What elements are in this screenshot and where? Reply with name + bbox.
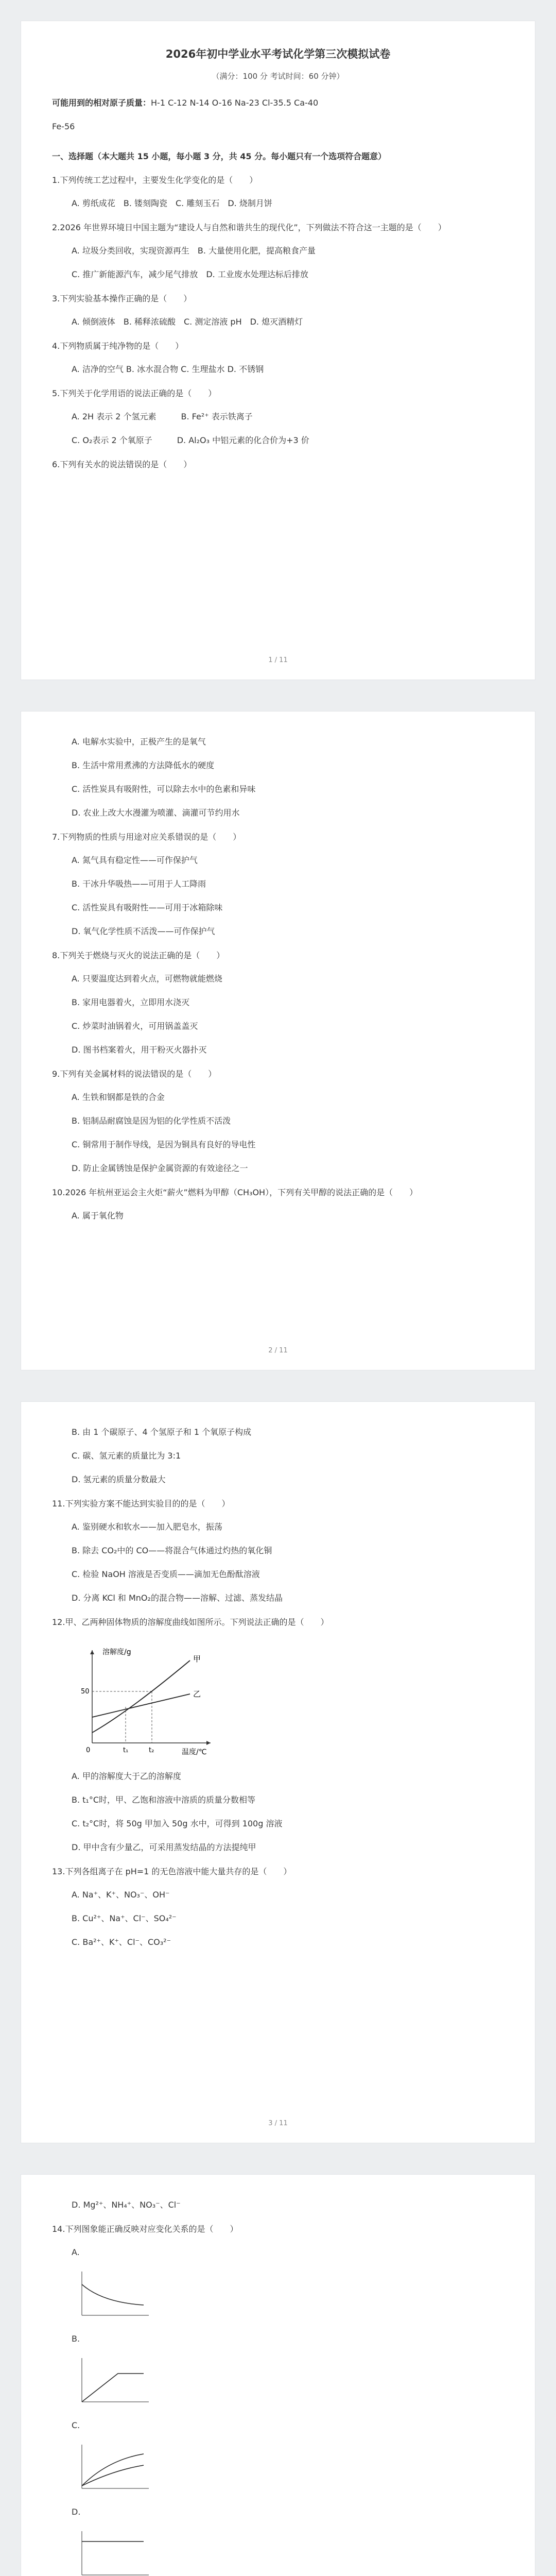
question-6-option-b: B. 生活中常用煮沸的方法降低水的硬度 — [72, 760, 215, 770]
graph-a-svg — [72, 2266, 154, 2323]
question-12-stem: 12.甲、乙两种固体物质的溶解度曲线如图所示。下列说法正确的是（ ） — [52, 1617, 329, 1627]
graph-b — [72, 2353, 504, 2412]
question-12-option-d: D. 甲中含有少量乙，可采用蒸发结晶的方法提纯甲 — [72, 1842, 256, 1852]
graph-b-curve — [82, 2374, 144, 2402]
y-axis-label: 溶解度/g — [102, 1648, 131, 1656]
question-14-stem: 14.下列图象能正确反映对应变化关系的是（ ） — [52, 2224, 238, 2234]
question-9-stem: 9.下列有关金属材料的说法错误的是（ ） — [52, 1069, 217, 1079]
question-10-stem: 10.2026 年杭州亚运会主火炬“薪火”燃料为甲醇（CH₃OH），下列有关甲醇的说法正确的是（ ） — [52, 1188, 418, 1197]
question-5-option-ab: A. 2H 表示 2 个氢元素 B. Fe²⁺ 表示铁离子 — [72, 412, 253, 421]
solubility-curve-figure — [72, 1640, 504, 1760]
question-5-stem: 5.下列关于化学用语的说法正确的是（ ） — [52, 388, 217, 398]
question-14-option-b: B. — [72, 2334, 80, 2344]
graph-c-svg — [72, 2439, 154, 2496]
question-3-stem: 3.下列实验基本操作正确的是（ ） — [52, 294, 192, 303]
question-12-option-a: A. 甲的溶解度大于乙的溶解度 — [72, 1771, 181, 1781]
exam-page-3 — [21, 1401, 535, 2143]
question-7-option-c: C. 活性炭具有吸附性——可用于冰箱除味 — [72, 903, 223, 912]
question-6-option-a: A. 电解水实验中，正极产生的是氧气 — [72, 737, 206, 747]
graph-d-svg — [72, 2526, 154, 2576]
question-9-option-d: D. 防止金属锈蚀是保护金属资源的有效途径之一 — [72, 1163, 248, 1173]
tick-t1: t₁ — [123, 1747, 129, 1754]
question-13-option-d: D. Mg²⁺、NH₄⁺、NO₃⁻、Cl⁻ — [72, 2200, 181, 2210]
question-7-option-a: A. 氮气具有稳定性——可作保护气 — [72, 855, 198, 865]
question-4-stem: 4.下列物质属于纯净物的是（ ） — [52, 341, 184, 351]
x-axis-arrow — [206, 1741, 211, 1745]
question-11-stem: 11.下列实验方案不能达到实验目的的是（ ） — [52, 1499, 230, 1509]
tick-t2: t₂ — [149, 1747, 154, 1754]
section1-title: 一、选择题（本大题共 15 小题，每小题 3 分，共 45 分。每小题只有一个选项符合题意） — [52, 151, 387, 161]
question-12-option-c: C. t₂°C时，将 50g 甲加入 50g 水中，可得到 100g 溶液 — [72, 1819, 283, 1828]
question-8-option-b: B. 家用电器着火，立即用水浇灭 — [72, 997, 190, 1007]
question-7-stem: 7.下列物质的性质与用途对应关系错误的是（ ） — [52, 832, 241, 842]
question-8-stem: 8.下列关于燃烧与灭火的说法正确的是（ ） — [52, 951, 225, 960]
page-number: 2 / 11 — [268, 1347, 288, 1354]
atomic-mass-values-2: Fe-56 — [52, 122, 75, 131]
question-7-option-b: B. 干冰升华吸热——可用于人工降雨 — [72, 879, 206, 889]
question-8-option-c: C. 炒菜时油锅着火，可用锅盖盖灭 — [72, 1021, 198, 1031]
question-6-option-c: C. 活性炭具有吸附性，可以除去水中的色素和异味 — [72, 784, 256, 794]
curve-a-label: 甲 — [193, 1654, 201, 1664]
question-6-stem: 6.下列有关水的说法错误的是（ ） — [52, 460, 192, 469]
question-8-option-a: A. 只要温度达到着火点，可燃物就能燃烧 — [72, 974, 222, 984]
question-2-option-ab: A. 垃圾分类回收，实现资源再生 B. 大量使用化肥，提高粮食产量 — [72, 246, 316, 256]
tick-50: 50 — [81, 1688, 90, 1696]
question-9-option-b: B. 铝制品耐腐蚀是因为铝的化学性质不活泼 — [72, 1116, 231, 1126]
question-12-option-b: B. t₁°C时，甲、乙饱和溶液中溶质的质量分数相等 — [72, 1795, 256, 1805]
question-2-option-cd: C. 推广新能源汽车，减少尾气排放 D. 工业废水处理达标后排放 — [72, 269, 308, 279]
page-number: 1 / 11 — [268, 656, 288, 664]
question-9-option-a: A. 生铁和钢都是铁的合金 — [72, 1092, 165, 1102]
solubility-curve-svg — [72, 1640, 226, 1758]
graph-c-curve-2 — [82, 2465, 144, 2486]
curve-b-label: 乙 — [193, 1689, 201, 1699]
question-10-option-c: C. 碳、氢元素的质量比为 3:1 — [72, 1451, 181, 1461]
question-1-options: A. 剪纸成花 B. 镂刻陶瓷 C. 雕刻玉石 D. 烧制月饼 — [72, 198, 272, 208]
question-14-option-c: C. — [72, 2420, 80, 2430]
atomic-mass-values: H-1 C-12 N-14 O-16 Na-23 Cl-35.5 Ca-40 — [151, 98, 319, 108]
exam-page-1 — [21, 21, 535, 680]
question-13-option-c: C. Ba²⁺、K⁺、Cl⁻、CO₃²⁻ — [72, 1937, 171, 1947]
exam-title: 2026年初中学业水平考试化学第三次模拟试卷 — [165, 48, 391, 60]
graph-c — [72, 2439, 504, 2498]
page-number: 3 / 11 — [268, 2120, 288, 2127]
exam-page-4 — [21, 2174, 535, 2576]
atomic-mass-line — [52, 97, 504, 109]
question-2-stem: 2.2026 年世界环境日中国主题为“建设人与自然和谐共生的现代化”，下列做法不符合这一主题的是（ ） — [52, 223, 446, 232]
y-axis-arrow — [90, 1650, 94, 1654]
question-11-option-d: D. 分离 KCl 和 MnO₂的混合物——溶解、过滤、蒸发结晶 — [72, 1593, 283, 1603]
question-11-option-c: C. 检验 NaOH 溶液是否变质——滴加无色酚酞溶液 — [72, 1569, 260, 1579]
question-7-option-d: D. 氧气化学性质不活泼——可作保护气 — [72, 926, 215, 936]
graph-a-curve — [82, 2284, 144, 2305]
question-3-options: A. 倾倒液体 B. 稀释浓硫酸 C. 测定溶液 pH D. 熄灭酒精灯 — [72, 317, 303, 327]
question-8-option-d: D. 图书档案着火，用干粉灭火器扑灭 — [72, 1045, 207, 1055]
question-10-option-d: D. 氢元素的质量分数最大 — [72, 1475, 166, 1484]
graph-a — [72, 2266, 504, 2325]
question-13-option-b: B. Cu²⁺、Na⁺、Cl⁻、SO₄²⁻ — [72, 1913, 177, 1923]
exam-subtitle: （满分：100 分 考试时间：60 分钟） — [212, 72, 344, 81]
curve-a — [92, 1660, 190, 1733]
curve-b — [92, 1694, 190, 1717]
question-13-stem: 13.下列各组离子在 pH=1 的无色溶液中能大量共存的是（ ） — [52, 1867, 292, 1876]
graph-b-svg — [72, 2353, 154, 2410]
x-axis-label: 温度/℃ — [182, 1748, 207, 1756]
question-10-option-a: A. 属于氧化物 — [72, 1211, 124, 1221]
question-11-option-b: B. 除去 CO₂中的 CO——将混合气体通过灼热的氧化铜 — [72, 1546, 272, 1555]
exam-page-2 — [21, 711, 535, 1370]
question-10-option-b: B. 由 1 个碳原子、4 个氢原子和 1 个氧原子构成 — [72, 1427, 252, 1437]
question-11-option-a: A. 鉴别硬水和软水——加入肥皂水，振荡 — [72, 1522, 222, 1532]
question-4-options: A. 洁净的空气 B. 冰水混合物 C. 生理盐水 D. 不锈钢 — [72, 364, 264, 374]
question-14-option-a: A. — [72, 2247, 80, 2257]
tick-0: 0 — [86, 1747, 91, 1754]
atomic-mass-label: 可能用到的相对原子质量： — [52, 98, 151, 108]
question-14-option-d: D. — [72, 2507, 81, 2517]
graph-d — [72, 2526, 504, 2576]
question-9-option-c: C. 铜常用于制作导线，是因为铜具有良好的导电性 — [72, 1140, 256, 1149]
question-6-option-d: D. 农业上改大水漫灌为喷灌、滴灌可节约用水 — [72, 808, 240, 818]
question-13-option-a: A. Na⁺、K⁺、NO₃⁻、OH⁻ — [72, 1890, 170, 1900]
question-1-stem: 1.下列传统工艺过程中，主要发生化学变化的是（ ） — [52, 175, 258, 185]
question-5-option-cd: C. O₂表示 2 个氧原子 D. Al₂O₃ 中铝元素的化合价为+3 价 — [72, 435, 309, 445]
